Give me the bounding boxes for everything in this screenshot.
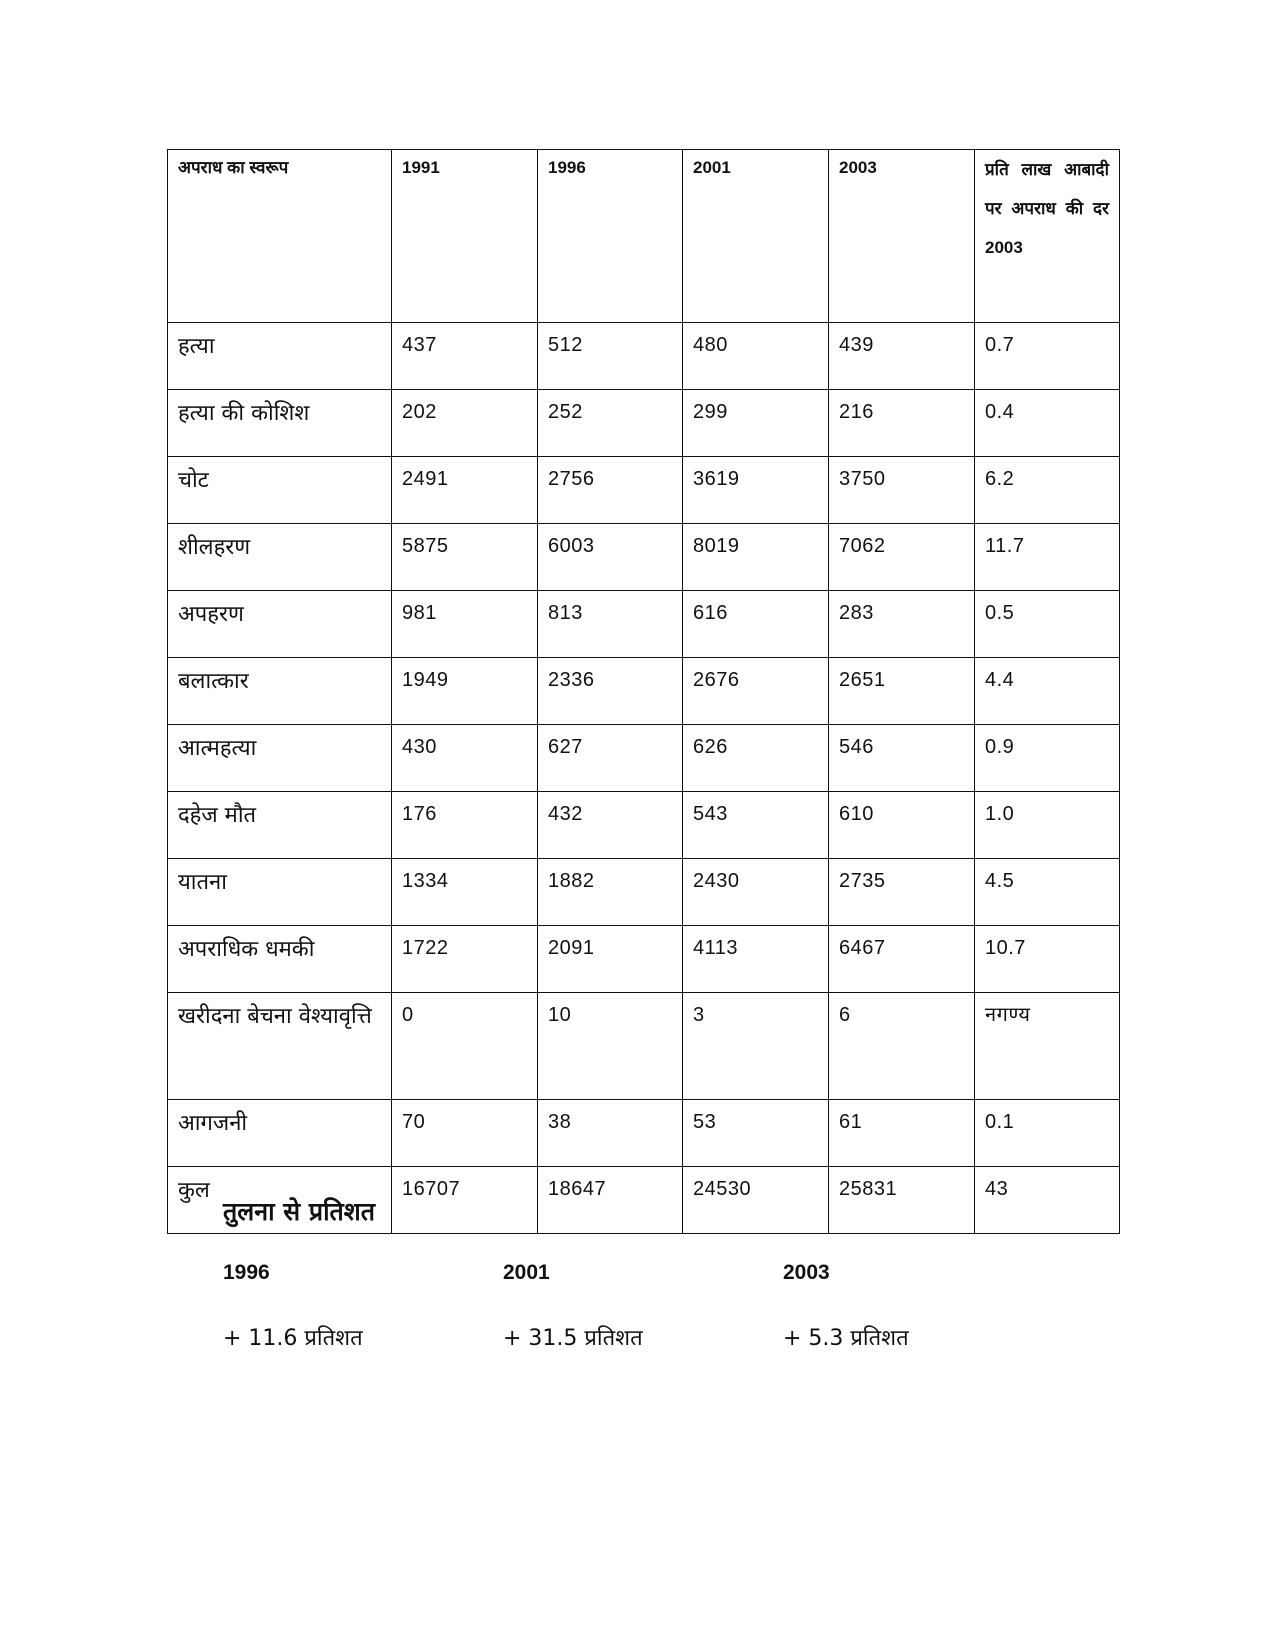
value-cell: 1722 — [392, 926, 538, 993]
value-cell: 6467 — [829, 926, 975, 993]
value-cell: 3750 — [829, 457, 975, 524]
crime-type-cell: दहेज मौत — [168, 792, 392, 859]
value-cell: 3 — [683, 993, 829, 1100]
comparison-grid — [223, 1258, 1123, 1368]
value-cell: 202 — [392, 390, 538, 457]
value-cell: 61 — [829, 1100, 975, 1167]
value-cell: 627 — [538, 725, 683, 792]
comparison-value: + 31.5 प्रतिशत — [503, 1326, 643, 1351]
table-row — [168, 792, 1120, 859]
value-cell: 2430 — [683, 859, 829, 926]
value-cell: 0 — [392, 993, 538, 1100]
table-row — [168, 993, 1120, 1100]
crime-type-cell: हत्या — [168, 323, 392, 390]
value-cell: नगण्य — [975, 993, 1120, 1100]
value-cell: 38 — [538, 1100, 683, 1167]
crime-type-cell: अपराधिक धमकी — [168, 926, 392, 993]
comparison-item — [503, 1258, 783, 1354]
comparison-year: 2003 — [783, 1261, 830, 1284]
comparison-year: 1996 — [223, 1261, 270, 1284]
value-cell: 18647 — [538, 1167, 683, 1234]
value-cell: 0.1 — [975, 1100, 1120, 1167]
value-cell: 5875 — [392, 524, 538, 591]
crime-type-cell: हत्या की कोशिश — [168, 390, 392, 457]
value-cell: 1949 — [392, 658, 538, 725]
value-cell: 0.5 — [975, 591, 1120, 658]
value-cell: 3619 — [683, 457, 829, 524]
crime-type-cell: यातना — [168, 859, 392, 926]
crime-type-cell: कुल — [168, 1167, 392, 1234]
table-row — [168, 926, 1120, 993]
value-cell: 6003 — [538, 524, 683, 591]
value-cell: 2756 — [538, 457, 683, 524]
value-cell: 0.4 — [975, 390, 1120, 457]
table-row — [168, 390, 1120, 457]
value-cell: 252 — [538, 390, 683, 457]
value-cell: 24530 — [683, 1167, 829, 1234]
value-cell: 610 — [829, 792, 975, 859]
value-cell: 480 — [683, 323, 829, 390]
value-cell: 7062 — [829, 524, 975, 591]
value-cell: 2091 — [538, 926, 683, 993]
value-cell: 813 — [538, 591, 683, 658]
value-cell: 25831 — [829, 1167, 975, 1234]
table-header-row — [168, 150, 1120, 323]
header-year-2003: 2003 — [829, 150, 975, 323]
comparison-year: 2001 — [503, 1261, 550, 1284]
value-cell: 1334 — [392, 859, 538, 926]
value-cell: 981 — [392, 591, 538, 658]
crime-type-cell: अपहरण — [168, 591, 392, 658]
value-cell: 2491 — [392, 457, 538, 524]
table-row — [168, 859, 1120, 926]
header-year-2001: 2001 — [683, 150, 829, 323]
value-cell: 616 — [683, 591, 829, 658]
value-cell: 6.2 — [975, 457, 1120, 524]
value-cell: 626 — [683, 725, 829, 792]
value-cell: 2676 — [683, 658, 829, 725]
comparison-value: + 5.3 प्रतिशत — [783, 1326, 909, 1351]
crime-type-cell: शीलहरण — [168, 524, 392, 591]
value-cell: 53 — [683, 1100, 829, 1167]
value-cell: 299 — [683, 390, 829, 457]
comparison-title: तुलना से प्रतिशत — [223, 1197, 376, 1226]
table-row — [168, 725, 1120, 792]
value-cell: 2336 — [538, 658, 683, 725]
value-cell: 0.7 — [975, 323, 1120, 390]
value-cell: 70 — [392, 1100, 538, 1167]
table-row — [168, 457, 1120, 524]
value-cell: 439 — [829, 323, 975, 390]
crime-type-cell: बलात्कार — [168, 658, 392, 725]
value-cell: 10 — [538, 993, 683, 1100]
value-cell: 543 — [683, 792, 829, 859]
value-cell: 1.0 — [975, 792, 1120, 859]
value-cell: 10.7 — [975, 926, 1120, 993]
table-row — [168, 1100, 1120, 1167]
value-cell: 432 — [538, 792, 683, 859]
crime-type-cell: खरीदना बेचना वेश्यावृत्ति — [168, 993, 392, 1100]
value-cell: 2651 — [829, 658, 975, 725]
comparison-section — [223, 1192, 1123, 1368]
value-cell: 430 — [392, 725, 538, 792]
value-cell: 16707 — [392, 1167, 538, 1234]
crime-statistics-table — [167, 149, 1120, 1234]
value-cell: 4.5 — [975, 859, 1120, 926]
comparison-item — [783, 1258, 1063, 1354]
value-cell: 43 — [975, 1167, 1120, 1234]
comparison-value: + 11.6 प्रतिशत — [223, 1326, 363, 1351]
value-cell: 6 — [829, 993, 975, 1100]
crime-type-cell: चोट — [168, 457, 392, 524]
crime-type-cell: आत्महत्या — [168, 725, 392, 792]
crime-type-cell: आगजनी — [168, 1100, 392, 1167]
value-cell: 437 — [392, 323, 538, 390]
table-row — [168, 658, 1120, 725]
table-row — [168, 524, 1120, 591]
value-cell: 0.9 — [975, 725, 1120, 792]
table-row — [168, 323, 1120, 390]
value-cell: 512 — [538, 323, 683, 390]
header-rate-per-lakh: प्रति लाख आबादी पर अपराध की दर 2003 — [975, 150, 1120, 323]
header-year-1991: 1991 — [392, 150, 538, 323]
comparison-item — [223, 1258, 503, 1354]
value-cell: 4.4 — [975, 658, 1120, 725]
value-cell: 4113 — [683, 926, 829, 993]
value-cell: 1882 — [538, 859, 683, 926]
value-cell: 216 — [829, 390, 975, 457]
table-row — [168, 591, 1120, 658]
header-crime-type: अपराध का स्वरूप — [168, 150, 392, 323]
table-body — [168, 323, 1120, 1234]
value-cell: 11.7 — [975, 524, 1120, 591]
value-cell: 176 — [392, 792, 538, 859]
value-cell: 8019 — [683, 524, 829, 591]
value-cell: 546 — [829, 725, 975, 792]
header-year-1996: 1996 — [538, 150, 683, 323]
value-cell: 283 — [829, 591, 975, 658]
value-cell: 2735 — [829, 859, 975, 926]
